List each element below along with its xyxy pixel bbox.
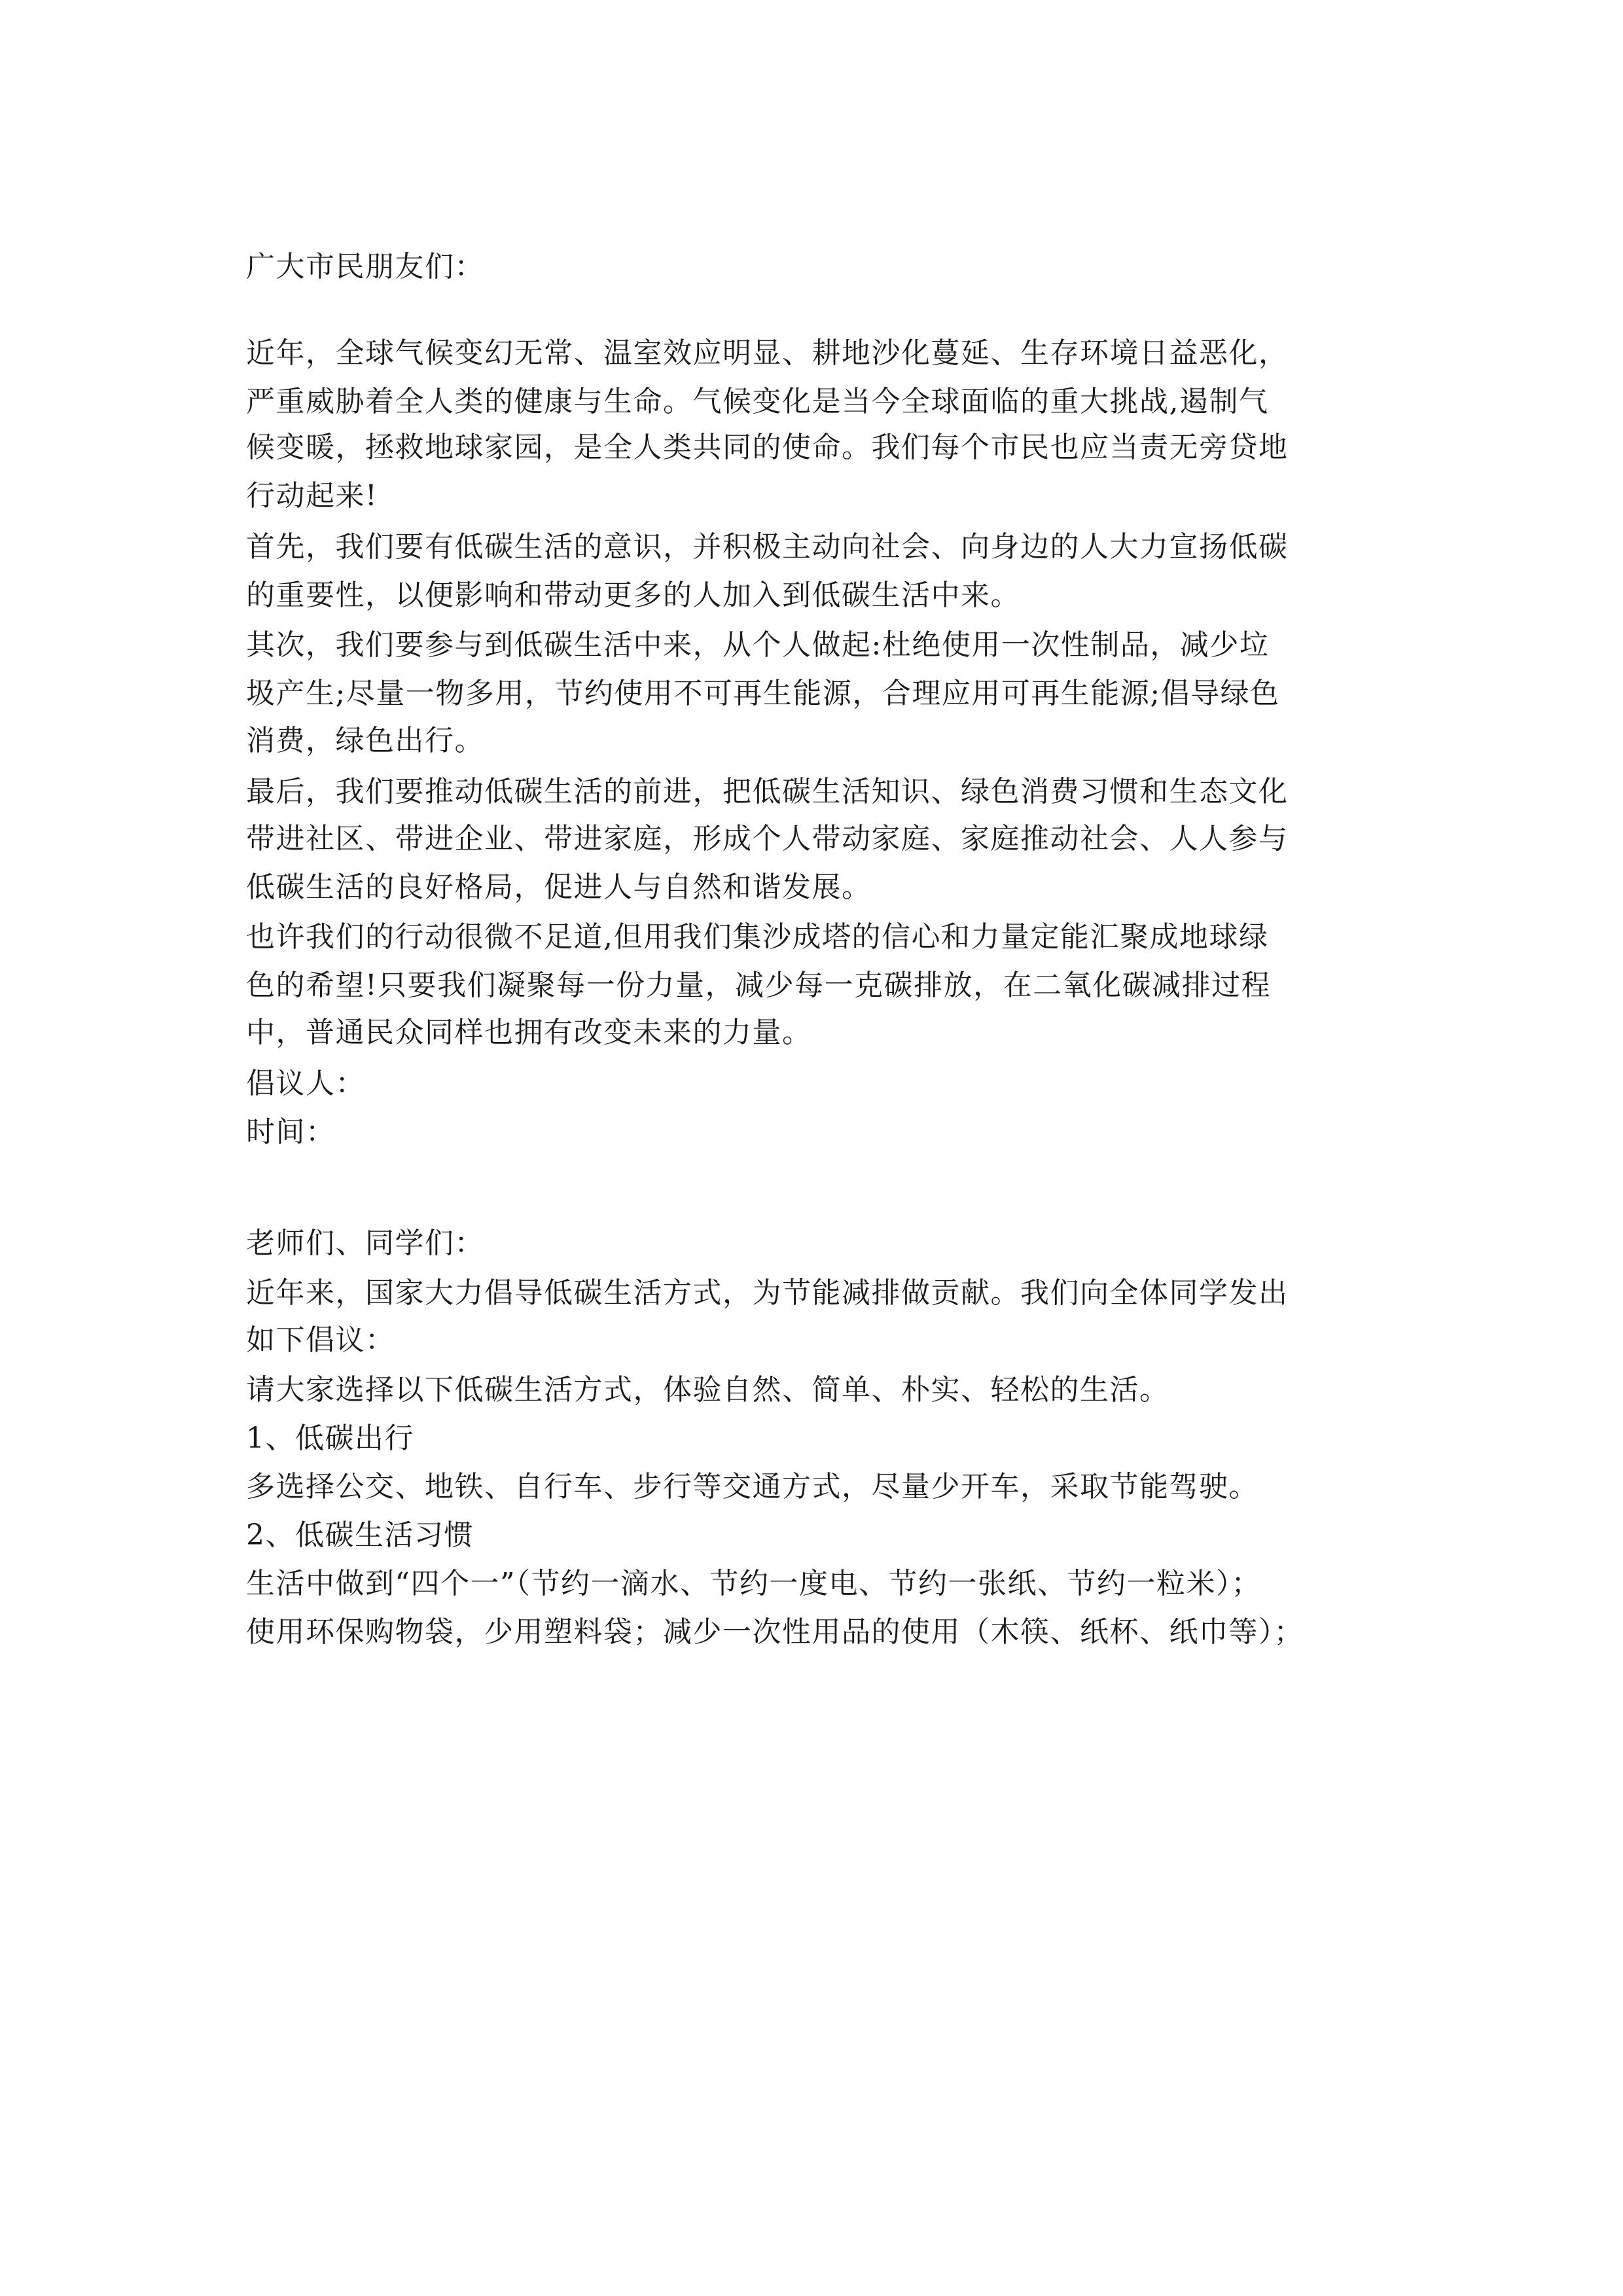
letter1-proposer: 倡议人： <box>246 1067 365 1100</box>
letter1-time: 时间： <box>246 1115 336 1149</box>
letter1-salutation: 广大市民朋友们： <box>246 250 484 283</box>
letter2-item2-line1: 生活中做到“四个一”（节约一滴水、节约一度电、节约一张纸、节约一粒米）； <box>246 1567 1261 1600</box>
letter2-item2-title: 2、低碳生活习惯 <box>246 1518 474 1552</box>
letter2-item1-title: 1、低碳出行 <box>246 1422 414 1455</box>
letter1-para4-line1: 最后，我们要推动低碳生活的前进，把低碳生活知识、绿色消费习惯和生态文化 <box>246 775 1289 808</box>
letter2-intro-line2: 如下倡议： <box>246 1323 395 1357</box>
letter1-para1-line4: 行动起来! <box>246 479 378 512</box>
letter1-para3-line1: 其次，我们要参与到低碳生活中来，从个人做起:杜绝使用一次性制品，减少垃 <box>246 628 1270 662</box>
letter1-para1-line1: 近年，全球气候变幻无常、温室效应明显、耕地沙化蔓延、生存环境日益恶化， <box>246 336 1289 370</box>
letter2-invite: 请大家选择以下低碳生活方式，体验自然、简单、朴实、轻松的生活。 <box>246 1373 1169 1407</box>
letter1-para5-line3: 中，普通民众同样也拥有改变未来的力量。 <box>246 1016 812 1049</box>
letter1-para3-line2: 圾产生;尽量一物多用，节约使用不可再生能源，合理应用可再生能源;倡导绿色 <box>246 677 1280 710</box>
letter2-salutation: 老师们、同学们： <box>246 1227 484 1260</box>
letter2-item1-text: 多选择公交、地铁、自行车、步行等交通方式，尽量少开车，采取节能驾驶。 <box>246 1470 1258 1503</box>
letter1-para5-line1: 也许我们的行动很微不足道,但用我们集沙成塔的信心和力量定能汇聚成地球绿 <box>246 920 1269 954</box>
letter2-item2-line2: 使用环保购物袋，少用塑料袋；减少一次性用品的使用（木筷、纸杯、纸巾等）； <box>246 1615 1304 1649</box>
letter1-para1-line3: 候变暖，拯救地球家园，是全人类共同的使命。我们每个市民也应当责无旁贷地 <box>246 431 1289 464</box>
letter1-para2-line2: 的重要性，以便影响和带动更多的人加入到低碳生活中来。 <box>246 579 1020 612</box>
letter1-para5-line2: 色的希望!只要我们凝聚每一份力量，减少每一克碳排放，在二氧化碳减排过程 <box>246 969 1272 1002</box>
letter2-intro-line1: 近年来，国家大力倡导低碳生活方式，为节能减排做贡献。我们向全体同学发出 <box>246 1276 1289 1310</box>
letter1-para4-line2: 带进社区、带进企业、带进家庭，形成个人带动家庭、家庭推动社会、人人参与 <box>246 822 1289 855</box>
letter1-para3-line3: 消费，绿色出行。 <box>246 724 484 757</box>
letter1-para2-line1: 首先，我们要有低碳生活的意识，并积极主动向社会、向身边的人大力宣扬低碳 <box>246 530 1289 564</box>
letter1-para4-line3: 低碳生活的良好格局，促进人与自然和谐发展。 <box>246 870 872 904</box>
letter1-para1-line2: 严重威胁着全人类的健康与生命。气候变化是当今全球面临的重大挑战,遏制气 <box>246 385 1269 418</box>
